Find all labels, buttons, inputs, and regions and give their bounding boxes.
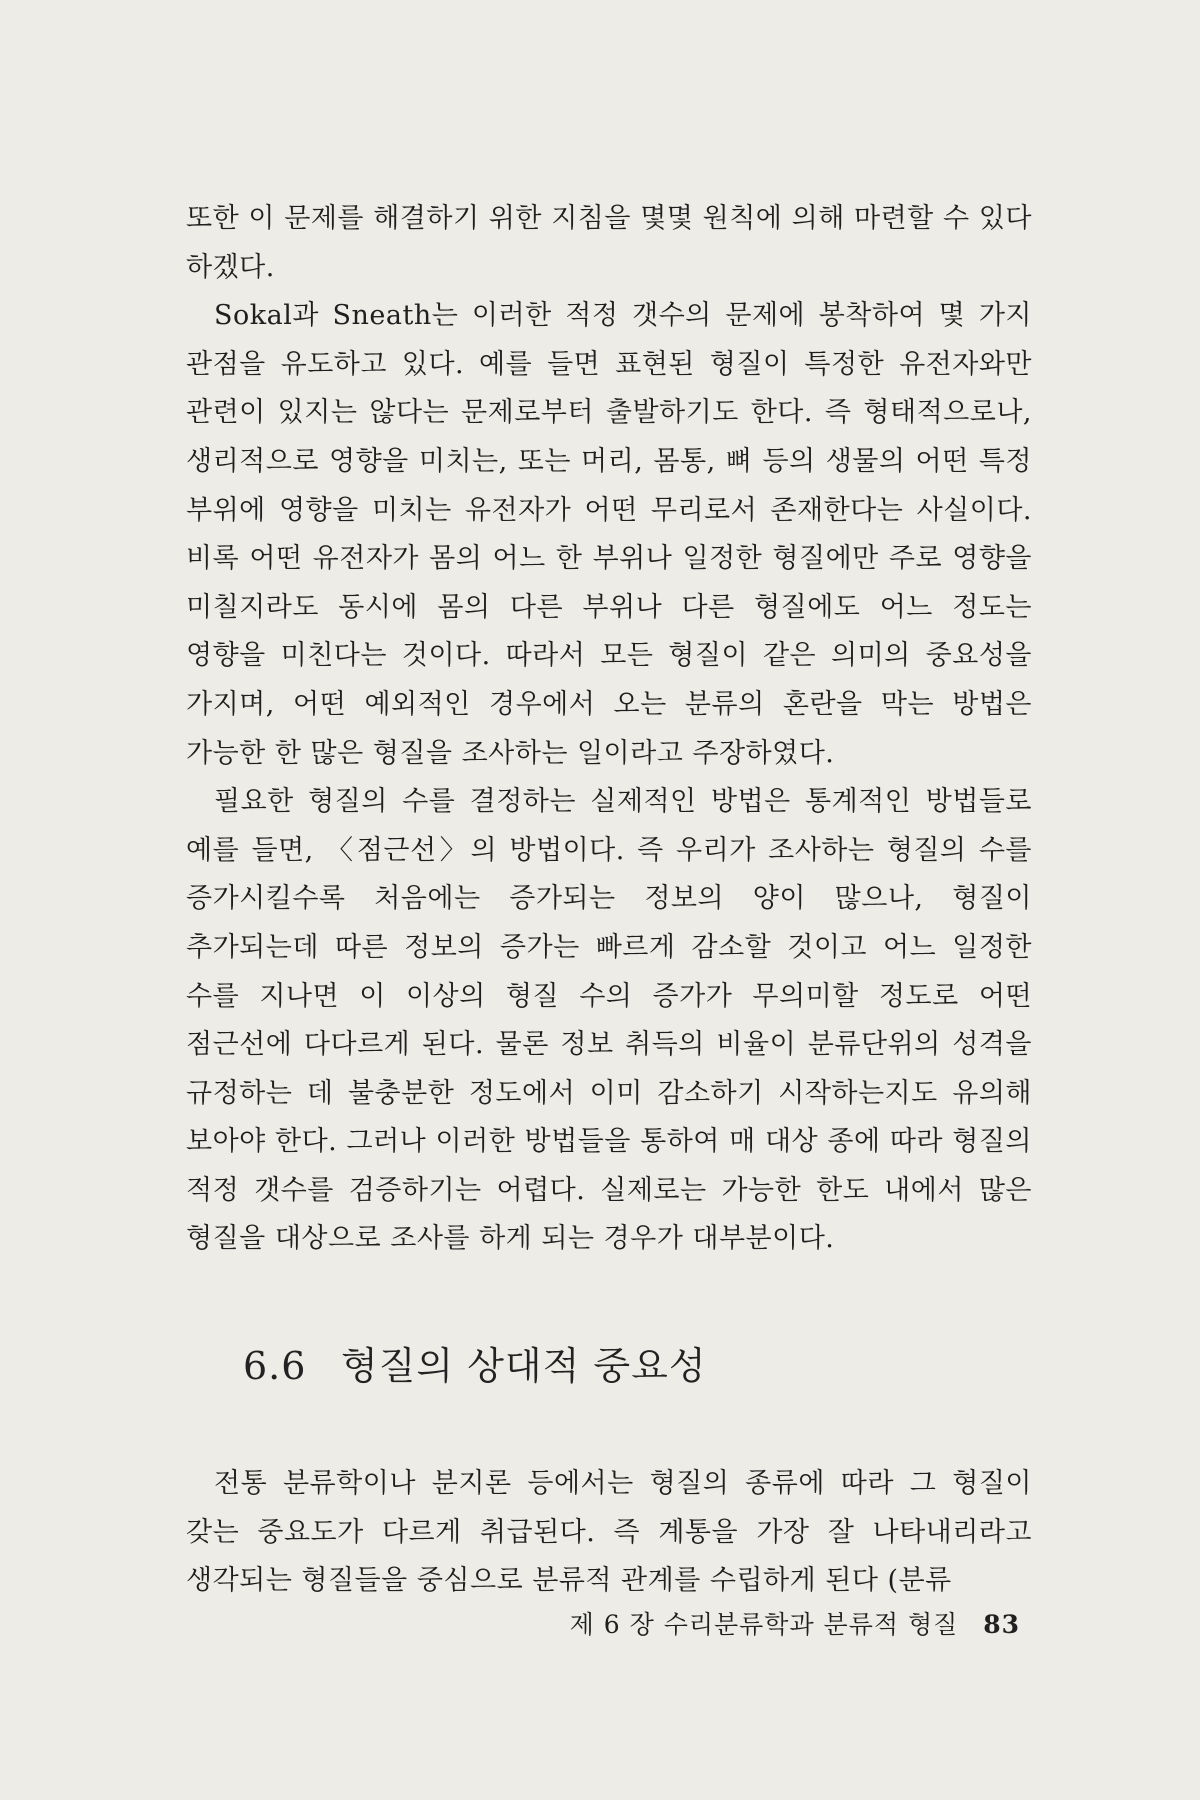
page-footer bbox=[560, 1608, 1020, 1642]
paragraph-traditional-taxonomy: 전통 분류학이나 분지론 등에서는 형질의 종류에 따라 그 형질이 갖는 중요도가 다르게 취급된다. 즉 계통을 가장 잘 나타내리라고 생각되는 형질들을 중심으로 분류적 관계를 수립하게 된다 (분류 bbox=[186, 1468, 1032, 1597]
paragraph-asymptote-method: 필요한 형질의 수를 결정하는 실제적인 방법은 통계적인 방법들로 예를 들면, 〈점근선〉의 방법이다. 즉 우리가 조사하는 형질의 수를 증가시킬수록 처음에는 증가되는 정보의 양이 많으나, 형질이 추가되는데 따른 정보의 증가는 빠르게 감소할 것이고 어느 일정한 수를 지나면 이 이상의 형질 수의 증가가 무의미할 정도로 어떤 점근선에 다다르게 된다. 물론 정보 취득의 비율이 분류단위의 성격을 규정하는 데 불충분한 정도에서 이미 감소하기 시작하는지도 유의해 보아야 한다. 그러나 이러한 방법들을 통하여 매 대상 종에 따라 형질의 적정 갯수를 검증하기는 어렵다. 실제로는 가능한 한도 내에서 많은 형질을 대상으로 조사를 하게 되는 경우가 대부분이다. bbox=[186, 786, 1032, 1255]
paragraph-sokal-sneath: Sokal과 Sneath는 이러한 적정 갯수의 문제에 봉착하여 몇 가지 관점을 유도하고 있다. 예를 들면 표현된 형질이 특정한 유전자와만 관련이 있지는 않다는 문제로부터 출발하기도 한다. 즉 형태적으로나, 생리적으로 영향을 미치는, 또는 머리, 몸통, 뼈 등의 생물의 어떤 특정 부위에 영향을 미치는 유전자가 어떤 무리로서 존재한다는 사실이다. 비록 어떤 유전자가 몸의 어느 한 부위나 일정한 형질에만 주로 영향을 미칠지라도 동시에 몸의 다른 부위나 다른 형질에도 어느 정도는 영향을 미친다는 것이다. 따라서 모든 형질이 같은 의미의 중요성을 가지며, 어떤 예외적인 경우에서 오는 분류의 혼란을 막는 방법은 가능한 한 많은 형질을 조사하는 일이라고 주장하였다. bbox=[186, 300, 1032, 769]
page-number: 83 bbox=[983, 1610, 1020, 1639]
paragraph-continuation: 또한 이 문제를 해결하기 위한 지침을 몇몇 원칙에 의해 마련할 수 있다 하겠다. bbox=[186, 203, 1032, 283]
section-heading bbox=[243, 1342, 1003, 1390]
footer-title: 수리분류학과 분류적 형질 bbox=[663, 1610, 959, 1639]
section-number: 6.6 bbox=[243, 1344, 307, 1388]
footer-chapter: 제 6 장 bbox=[569, 1610, 655, 1639]
body-text-after-section bbox=[186, 1460, 1032, 1606]
body-text-before-section bbox=[186, 195, 1032, 1264]
section-title: 형질의 상대적 중요성 bbox=[341, 1344, 707, 1388]
